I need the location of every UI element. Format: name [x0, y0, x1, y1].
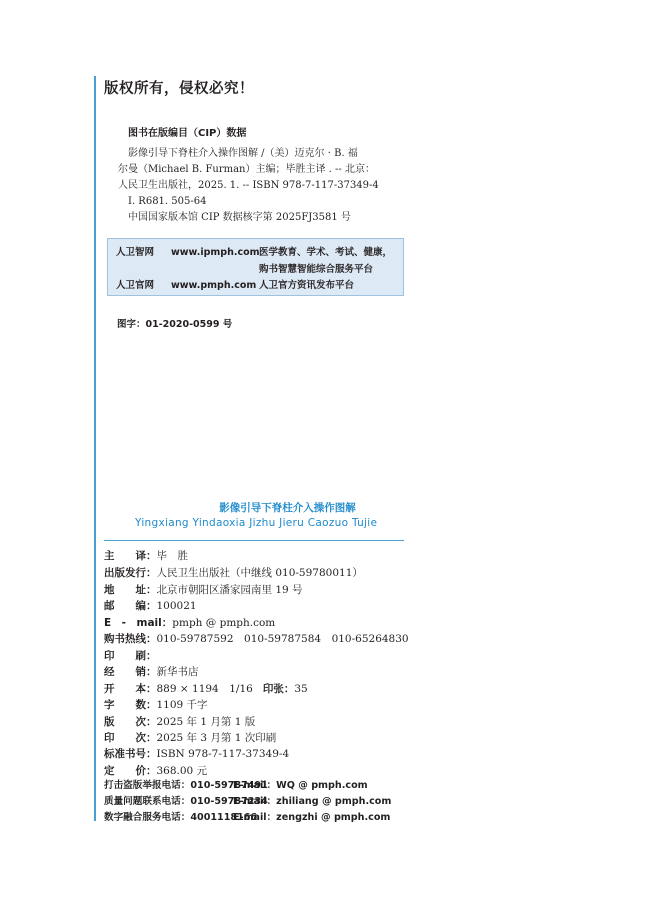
report-email[interactable]: E-mail：zhiliang @ pmph.com: [233, 796, 392, 807]
service-desc: 购书智慧智能综合服务平台: [259, 264, 374, 275]
service-name: 人卫官网: [116, 280, 155, 291]
info-label: 购书热线：: [104, 633, 157, 645]
info-value: 35: [294, 683, 308, 695]
info-row: [104, 748, 289, 761]
service-desc: 人卫官方资讯发布平台: [259, 280, 355, 291]
info-label: E - mail：: [104, 617, 173, 629]
copyright-permit-number: 图字：01-2020-0599 号: [117, 319, 233, 330]
info-row: [104, 732, 276, 745]
cip-line: 中国国家版本馆 CIP 数据核字第 2025FJ3581 号: [128, 212, 351, 223]
info-label: 定 价：: [104, 765, 157, 777]
info-value: 010-59787592 010-59787584 010-65264830: [156, 633, 409, 645]
service-info-box: [107, 238, 404, 296]
info-label: 版 次：: [104, 716, 157, 728]
info-row: [104, 617, 275, 630]
info-row: [104, 716, 255, 729]
info-row: [104, 600, 197, 613]
info-value: 889 × 1194 1/16: [156, 683, 253, 695]
title-divider: [104, 540, 404, 541]
book-title: 影像引导下脊柱介入操作图解: [219, 502, 356, 514]
info-label: 印 刷：: [104, 650, 157, 662]
info-row: [104, 683, 308, 696]
info-value: ISBN 978-7-117-37349-4: [156, 748, 290, 760]
report-row: [104, 796, 391, 808]
service-url[interactable]: www.ipmph.com: [171, 247, 260, 258]
report-email[interactable]: E-mail：zengzhi @ pmph.com: [233, 812, 391, 823]
service-url[interactable]: www.pmph.com: [171, 280, 257, 291]
info-row: [104, 650, 157, 663]
info-value: 368.00 元: [156, 765, 208, 777]
info-value: 100021: [156, 600, 197, 612]
info-value: 2025 年 1 月第 1 版: [156, 716, 256, 728]
info-label: 开 本：: [104, 683, 157, 695]
cip-line: 影像引导下脊柱介入操作图解 /（美）迈克尔 · B. 福: [128, 148, 358, 159]
sidebar-rule: [94, 76, 96, 821]
service-name: 人卫智网: [116, 247, 155, 258]
info-label: 主 译：: [104, 550, 157, 562]
report-phone: 打击盗版举报电话：010-59787491: [104, 780, 268, 791]
info-label: 出版发行：: [104, 567, 157, 579]
cip-line: Ⅰ. R681. 505-64: [128, 196, 207, 207]
info-value: 毕 胜: [156, 550, 188, 562]
info-label: 印 次：: [104, 732, 157, 744]
info-label: 标准书号：: [104, 748, 157, 760]
info-label: 经 销：: [104, 666, 157, 678]
info-label: 地 址：: [104, 584, 157, 596]
cip-line: 人民卫生出版社，2025. 1. -- ISBN 978-7-117-37349-4: [118, 180, 379, 191]
report-row: [104, 780, 368, 792]
info-label: 字 数：: [104, 699, 157, 711]
info-value: 新华书店: [156, 666, 199, 678]
info-row: [104, 584, 303, 597]
info-value: 2025 年 3 月第 1 次印刷: [156, 732, 277, 744]
info-row: [104, 633, 409, 646]
cip-line: 尔曼（Michael B. Furman）主编；毕胜主译 . -- 北京：: [118, 164, 375, 175]
report-phone: 质量问题联系电话：010-59787234: [104, 796, 268, 807]
report-row: [104, 812, 390, 824]
info-label: 邮 编：: [104, 600, 157, 612]
info-row: [104, 550, 188, 563]
info-row: [104, 666, 199, 679]
info-row: [104, 699, 208, 712]
report-email[interactable]: E-mail：WQ @ pmph.com: [233, 780, 368, 791]
book-title-pinyin: Yingxiang Yindaoxia Jizhu Jieru Caozuo Tujie: [135, 517, 378, 529]
report-phone: 数字融合服务电话：4001118166: [104, 812, 258, 823]
cip-heading: 图书在版编目（CIP）数据: [128, 128, 247, 139]
copyright-notice: 版权所有，侵权必究！: [104, 81, 254, 97]
service-desc: 医学教育、学术、考试、健康，: [259, 247, 393, 258]
info-label: 印张：: [262, 683, 295, 695]
info-value: 人民卫生出版社（中继线 010-59780011）: [156, 567, 363, 579]
info-value[interactable]: pmph @ pmph.com: [172, 617, 276, 629]
info-value: 北京市朝阳区潘家园南里 19 号: [156, 584, 303, 596]
info-row: [104, 567, 363, 580]
info-value: 1109 千字: [156, 699, 208, 711]
info-row: [104, 765, 207, 778]
